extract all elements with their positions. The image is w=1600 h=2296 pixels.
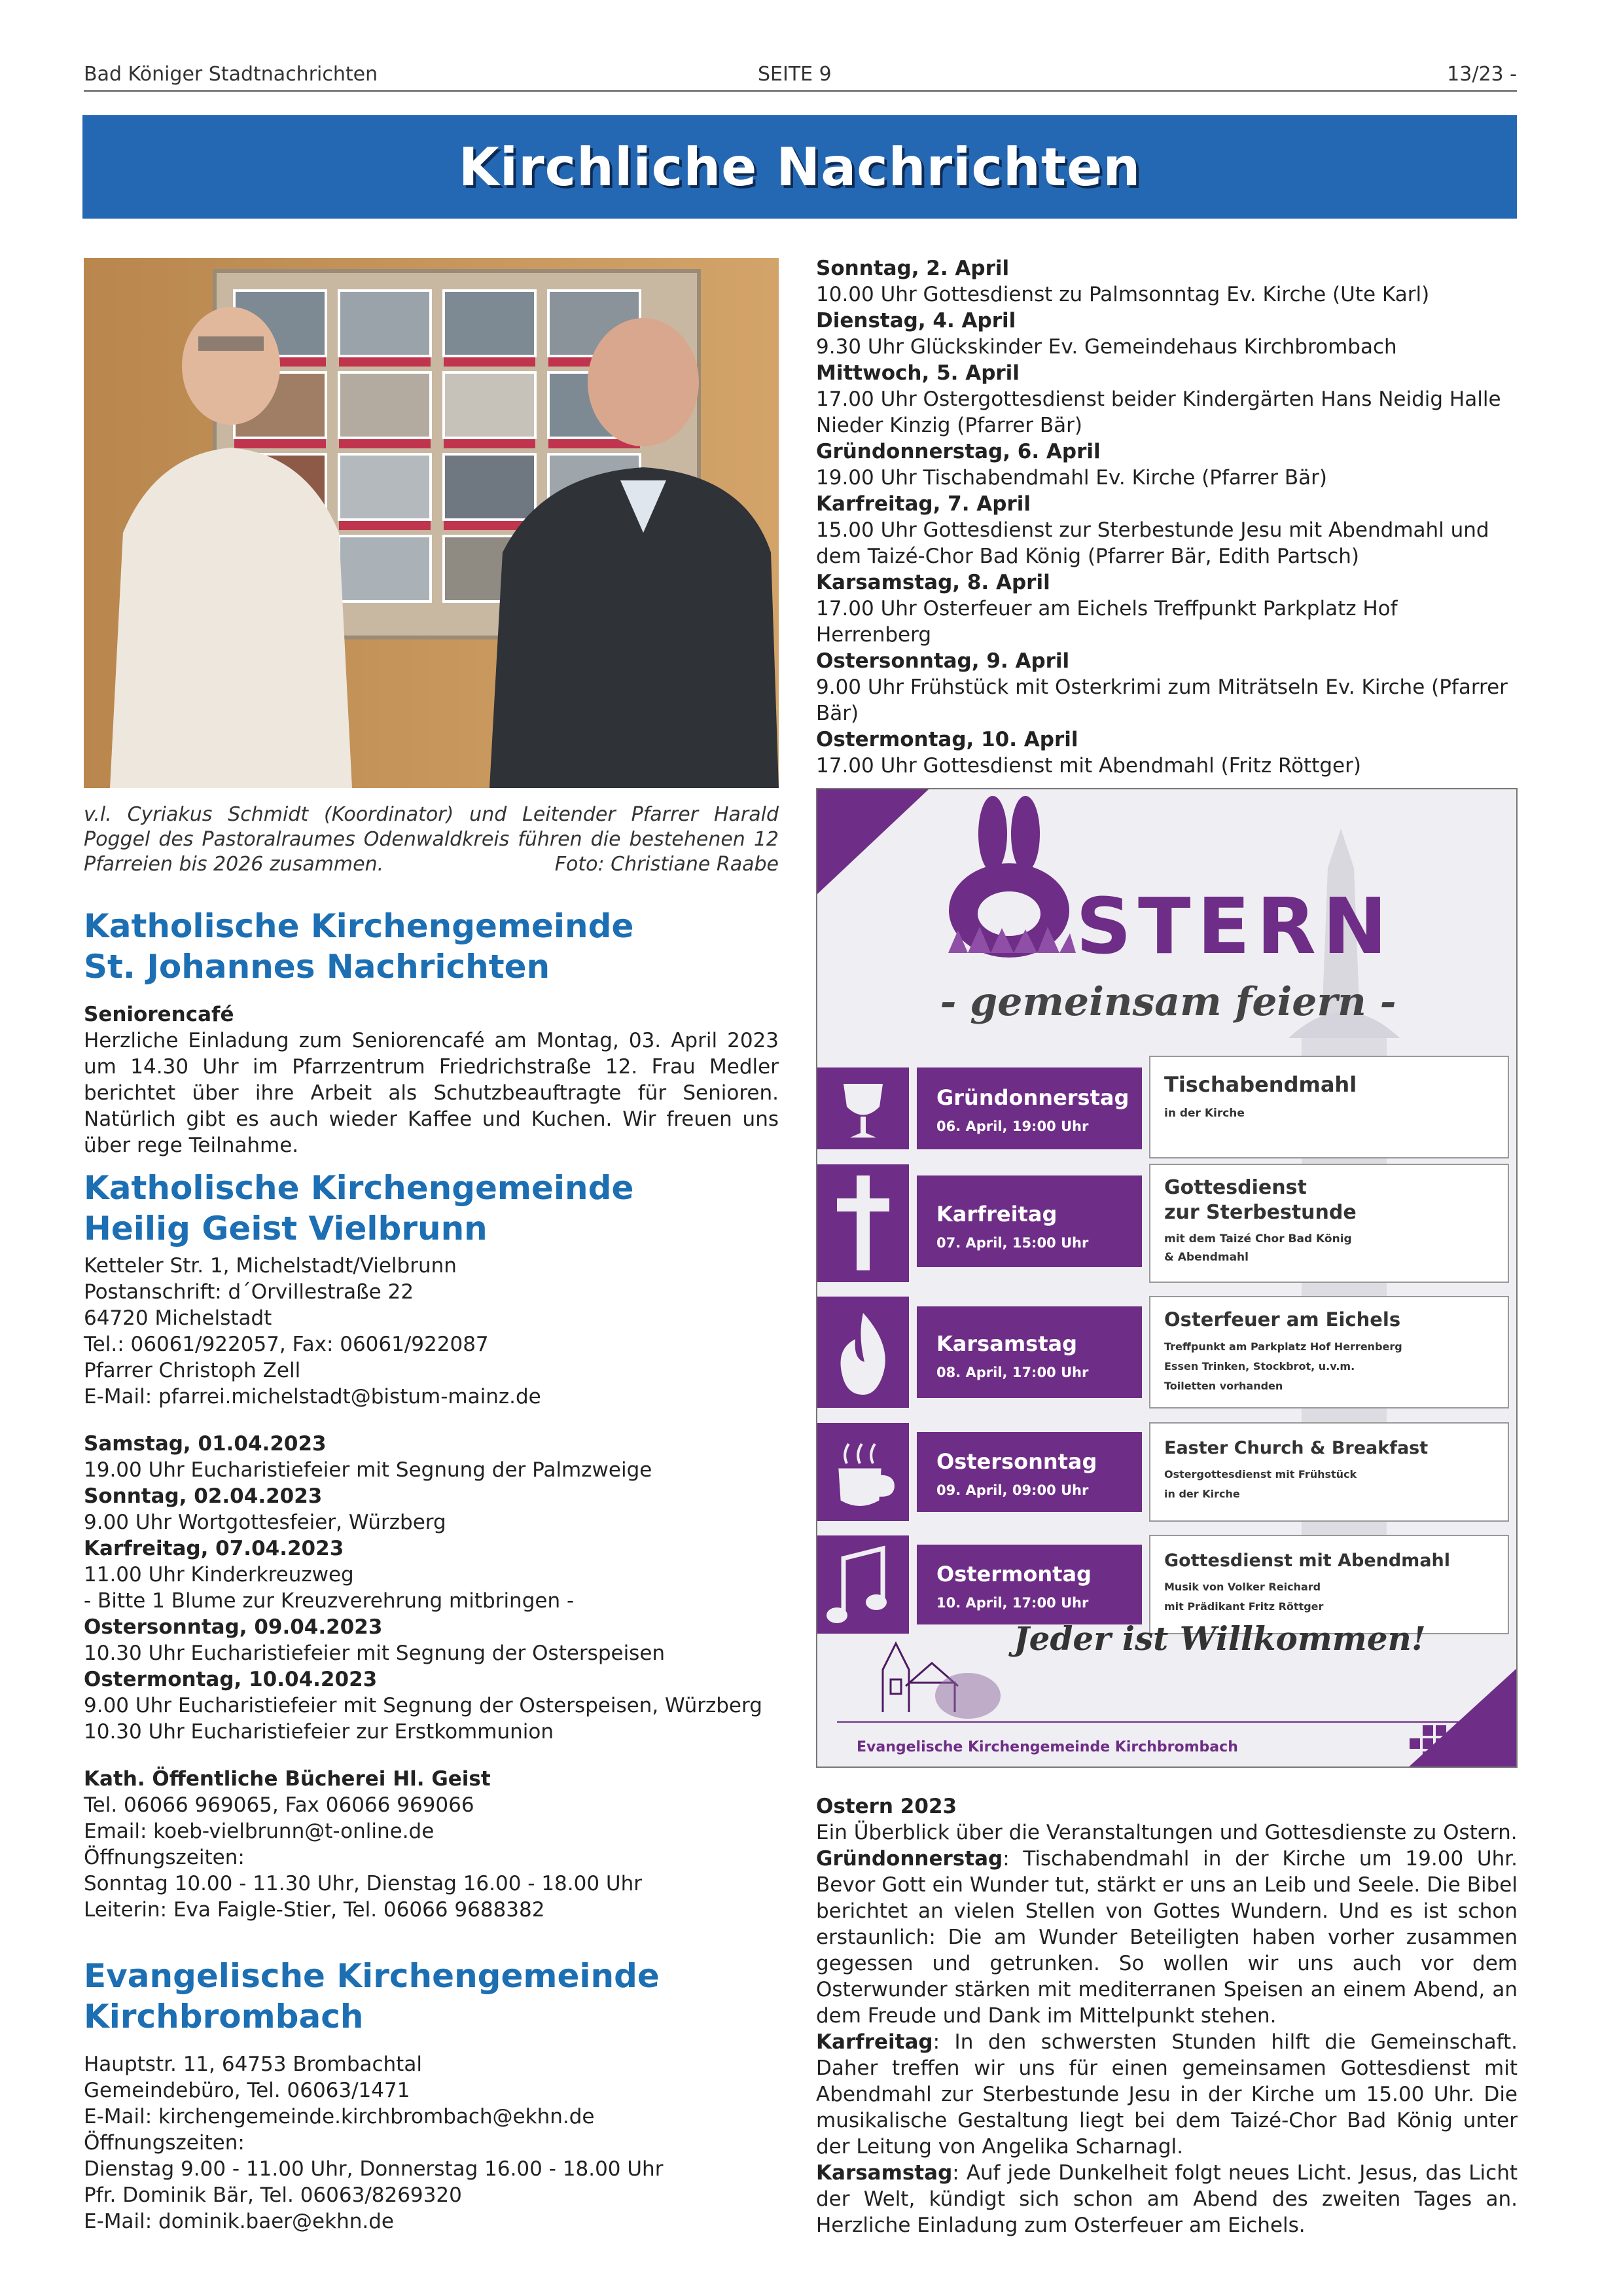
schedule-text: 9.30 Uhr Glückskinder Ev. Gemeindehaus Kirchbrombach xyxy=(816,335,1397,359)
schedule-text: 17.00 Uhr Osterfeuer am Eichels Treffpunkt Parkplatz Hof Herrenberg xyxy=(816,597,1398,647)
address-line: Pfarrer Christoph Zell xyxy=(84,1359,301,1382)
evangelisch-section xyxy=(84,1956,779,2234)
library-line: Sonntag 10.00 - 11.30 Uhr, Dienstag 16.00 - 18.00 Uhr xyxy=(84,1872,643,1895)
ostern-paragraph xyxy=(816,1846,1518,2029)
poster-event-karsamstag xyxy=(817,1297,1508,1408)
paragraph-label: Karsamstag xyxy=(816,2161,953,2185)
photo-caption xyxy=(84,802,779,877)
heiliggeist-title-line2: Heilig Geist Vielbrunn xyxy=(84,1210,488,1247)
address-line: Pfr. Dominik Bär, Tel. 06063/8269320 xyxy=(84,2183,462,2207)
library-line: Tel. 06066 969065, Fax 06066 969066 xyxy=(84,1793,474,1817)
address-line: Postanschrift: d´Orvillestraße 22 xyxy=(84,1280,414,1304)
publication-name: Bad Königer Stadtnachrichten xyxy=(84,63,378,86)
library-line: Öffnungszeiten: xyxy=(84,1846,245,1869)
poster-event-ostersonntag xyxy=(817,1423,1508,1521)
library-info xyxy=(84,1766,779,1923)
schedule-date: Sonntag, 2. April xyxy=(816,257,1010,280)
event-line: Toiletten vorhanden xyxy=(1164,1380,1283,1392)
event-line: & Abendmahl xyxy=(1164,1251,1249,1264)
seniorencafe-heading: Seniorencafé xyxy=(84,1003,234,1026)
email-line: E-Mail: pfarrei.michelstadt@bistum-mainz.de xyxy=(84,1385,541,1408)
service-line: 19.00 Uhr Eucharistiefeier mit Segnung der Palmzweige xyxy=(84,1458,652,1482)
ostern-article xyxy=(816,1793,1518,2238)
service-date: Karfreitag, 07.04.2023 xyxy=(84,1537,344,1560)
event-line: Tischabendmahl xyxy=(1164,1072,1357,1097)
poster-title: STERN xyxy=(1076,881,1394,971)
paragraph-label: Gründonnerstag xyxy=(816,1847,1003,1871)
paragraph-text: : Tischabendmahl in der Kirche um 19.00 Uhr. Bevor Gott ein Wunder tut, stärkt er uns an Leib und Seele. Die Bibel berichtet an vielen Stellen von Gottes Wundern. Und es ist schon erstaunlich: Die am Wunder Beteiligten haben vorher zusammen gegessen und getrunken. So wollen wir uns auch vor dem Osterwunder stärken mit mediterranen Speisen an einem Abend, an dem Freude und Dank im Mittelpunkt stehen. xyxy=(816,1847,1518,2028)
service-line: 10.30 Uhr Eucharistiefeier zur Erstkommunion xyxy=(84,1720,554,1744)
event-line: in der Kirche xyxy=(1164,1107,1245,1120)
poster-event-karfreitag xyxy=(817,1164,1508,1282)
schedule-date: Mittwoch, 5. April xyxy=(816,361,1020,385)
service-line: 9.00 Uhr Eucharistiefeier mit Segnung der Osterspeisen, Würzberg xyxy=(84,1694,762,1717)
event-line: Essen Trinken, Stockbrot, u.v.m. xyxy=(1164,1360,1355,1372)
schedule-date: Karfreitag, 7. April xyxy=(816,492,1031,516)
email-line: E-Mail: dominik.baer@ekhn.de xyxy=(84,2210,394,2233)
evangelisch-title-line1: Evangelische Kirchengemeinde xyxy=(84,1957,660,1995)
schedule-text: 17.00 Uhr Ostergottesdienst beider Kindergärten Hans Neidig Halle Nieder Kinzig (Pfarrer Bär) xyxy=(816,387,1501,437)
two-men-at-pinboard-photo xyxy=(84,258,779,788)
ostern-paragraph xyxy=(816,2160,1518,2238)
page-number: SEITE 9 xyxy=(758,63,832,86)
event-line: zur Sterbestunde xyxy=(1164,1201,1357,1224)
photo-credit: Foto: Christiane Raabe xyxy=(554,853,779,876)
address-line: Hauptstr. 11, 64753 Brombachtal xyxy=(84,2053,422,2076)
running-header xyxy=(84,60,1517,92)
email-line: E-Mail: kirchengemeinde.kirchbrombach@ekhn.de xyxy=(84,2105,595,2128)
event-day: Ostermontag xyxy=(936,1562,1092,1587)
heiliggeist-title-line1: Katholische Kirchengemeinde xyxy=(84,1169,634,1207)
evangelisch-title xyxy=(84,1956,779,2037)
issue-number: 13/23 - xyxy=(1447,63,1517,86)
service-date: Sonntag, 02.04.2023 xyxy=(84,1484,323,1508)
event-line: mit Prädikant Fritz Röttger xyxy=(1164,1600,1324,1613)
event-line: Ostergottesdienst mit Frühstück xyxy=(1164,1468,1357,1480)
schedule-date: Gründonnerstag, 6. April xyxy=(816,440,1101,463)
event-time: 09. April, 09:00 Uhr xyxy=(936,1482,1089,1498)
heiliggeist-title xyxy=(84,1168,779,1249)
paragraph-label: Karfreitag xyxy=(816,2030,933,2054)
event-time: 07. April, 15:00 Uhr xyxy=(936,1235,1089,1251)
heiliggeist-section xyxy=(84,1168,779,1923)
event-time: 06. April, 19:00 Uhr xyxy=(936,1119,1089,1134)
address-line: 64720 Michelstadt xyxy=(84,1306,272,1330)
paragraph-text: : Auf jede Dunkelheit folgt neues Licht. Jesus, das Licht der Welt, kündigt sich schon am Abend des zweiten Tages an. Herzliche Einladung zum Osterfeuer am Eichels. xyxy=(816,2161,1518,2237)
service-date: Samstag, 01.04.2023 xyxy=(84,1432,327,1456)
address-line: Tel.: 06061/922057, Fax: 06061/922087 xyxy=(84,1333,489,1356)
evangelisch-address xyxy=(84,2051,779,2234)
ostern-paragraph xyxy=(816,2029,1518,2160)
service-date: Ostersonntag, 09.04.2023 xyxy=(84,1615,383,1639)
ostern-intro: Ein Überblick über die Veranstaltungen und Gottesdienste zu Ostern. xyxy=(816,1821,1518,1844)
schedule-text: 19.00 Uhr Tischabendmahl Ev. Kirche (Pfarrer Bär) xyxy=(816,466,1327,490)
johannes-title-line1: Katholische Kirchengemeinde xyxy=(84,907,634,945)
schedule-date: Karsamstag, 8. April xyxy=(816,571,1050,594)
address-line: Gemeindebüro, Tel. 06063/1471 xyxy=(84,2079,410,2102)
heiliggeist-address xyxy=(84,1253,779,1410)
event-line: mit dem Taizé Chor Bad König xyxy=(1164,1232,1352,1246)
evangelisch-title-line2: Kirchbrombach xyxy=(84,1998,364,2036)
event-time: 08. April, 17:00 Uhr xyxy=(936,1365,1089,1380)
easter-poster xyxy=(816,788,1518,1768)
library-line: Leiterin: Eva Faigle-Stier, Tel. 06066 9688382 xyxy=(84,1898,545,1922)
event-day: Ostersonntag xyxy=(936,1449,1097,1474)
event-line: Easter Church & Breakfast xyxy=(1164,1438,1429,1458)
event-day: Karfreitag xyxy=(936,1202,1058,1227)
poster-subtitle: - gemeinsam feiern - xyxy=(940,979,1396,1025)
schedule-text: 9.00 Uhr Frühstück mit Osterkrimi zum Miträtseln Ev. Kirche (Pfarrer Bär) xyxy=(816,675,1508,725)
event-line: Musik von Volker Reichard xyxy=(1164,1581,1321,1593)
service-date: Ostermontag, 10.04.2023 xyxy=(84,1668,378,1691)
service-line: 11.00 Uhr Kinderkreuzweg xyxy=(84,1563,354,1587)
library-heading: Kath. Öffentliche Bücherei Hl. Geist xyxy=(84,1767,491,1791)
easter-poster-graphic xyxy=(817,789,1518,1768)
event-line: Gottesdienst mit Abendmahl xyxy=(1164,1551,1451,1571)
address-line: Dienstag 9.00 - 11.00 Uhr, Donnerstag 16.00 - 18.00 Uhr xyxy=(84,2157,664,2181)
schedule-text: 10.00 Uhr Gottesdienst zu Palmsonntag Ev. Kirche (Ute Karl) xyxy=(816,283,1430,306)
service-line: 9.00 Uhr Wortgottesfeier, Würzberg xyxy=(84,1511,446,1534)
news-photo xyxy=(84,258,779,788)
event-line: Osterfeuer am Eichels xyxy=(1164,1308,1401,1331)
johannes-title-line2: St. Johannes Nachrichten xyxy=(84,948,550,986)
johannes-title xyxy=(84,906,779,987)
heiliggeist-services xyxy=(84,1431,779,1745)
caption-text: v.l. Cyriakus Schmidt (Koordinator) und Leitender Pfarrer Harald Poggel des Pastoralraumes Odenwaldkreis führen die bestehenen 12 Pfarreien bis 2026 zusammen. xyxy=(84,803,779,876)
section-title: Kirchliche Nachrichten xyxy=(458,136,1141,198)
schedule-date: Ostermontag, 10. April xyxy=(816,728,1078,751)
address-line: Öffnungszeiten: xyxy=(84,2131,245,2155)
poster-welcome: Jeder ist Willkommen! xyxy=(1014,1619,1426,1658)
event-time: 10. April, 17:00 Uhr xyxy=(936,1595,1089,1611)
event-day: Gründonnerstag xyxy=(936,1085,1129,1110)
johannes-section xyxy=(84,906,779,1158)
schedule-text: 15.00 Uhr Gottesdienst zur Sterbestunde Jesu mit Abendmahl und dem Taizé-Chor Bad König (Pfarrer Bär, Edith Partsch) xyxy=(816,518,1489,568)
service-line: 10.30 Uhr Eucharistiefeier mit Segnung der Osterspeisen xyxy=(84,1641,666,1665)
easter-schedule xyxy=(816,255,1518,779)
schedule-date: Ostersonntag, 9. April xyxy=(816,649,1070,673)
event-day: Karsamstag xyxy=(936,1331,1077,1356)
paragraph-text: : In den schwersten Stunden hilft die Gemeinschaft. Daher treffen wir uns für einen gemeinsamen Gottesdienst mit Abendmahl zur Sterbestunde Jesu in der Kirche um 15.00 Uhr. Die musikalische Gestaltung liegt bei dem Taizé-Chor Bad König unter der Leitung von Angelika Scharnagl. xyxy=(816,2030,1518,2159)
seniorencafe-text: Herzliche Einladung zum Seniorencafé am Montag, 03. April 2023 um 14.30 Uhr im Pfarrzentrum Friedrichstraße 12. Frau Medler berichtet über ihre Arbeit als Schutzbeauftragte für Senioren. Natürlich gibt es auch wieder Kaffee und Kuchen. Wir freuen uns über rege Teilnahme. xyxy=(84,1029,779,1157)
address-line: Ketteler Str. 1, Michelstadt/Vielbrunn xyxy=(84,1254,457,1278)
poster-footer: Evangelische Kirchengemeinde Kirchbrombach xyxy=(857,1739,1238,1755)
event-line: Gottesdienst xyxy=(1164,1176,1307,1199)
library-line: Email: koeb-vielbrunn@t-online.de xyxy=(84,1820,435,1843)
schedule-text: 17.00 Uhr Gottesdienst mit Abendmahl (Fritz Röttger) xyxy=(816,754,1361,778)
event-line: in der Kirche xyxy=(1164,1488,1240,1500)
poster-event-gruendonnerstag xyxy=(817,1056,1508,1158)
service-line: - Bitte 1 Blume zur Kreuzverehrung mitbringen - xyxy=(84,1589,575,1613)
ostern-heading: Ostern 2023 xyxy=(816,1795,957,1818)
section-banner xyxy=(82,115,1517,219)
schedule-date: Dienstag, 4. April xyxy=(816,309,1016,332)
event-line: Treffpunkt am Parkplatz Hof Herrenberg xyxy=(1164,1340,1402,1353)
